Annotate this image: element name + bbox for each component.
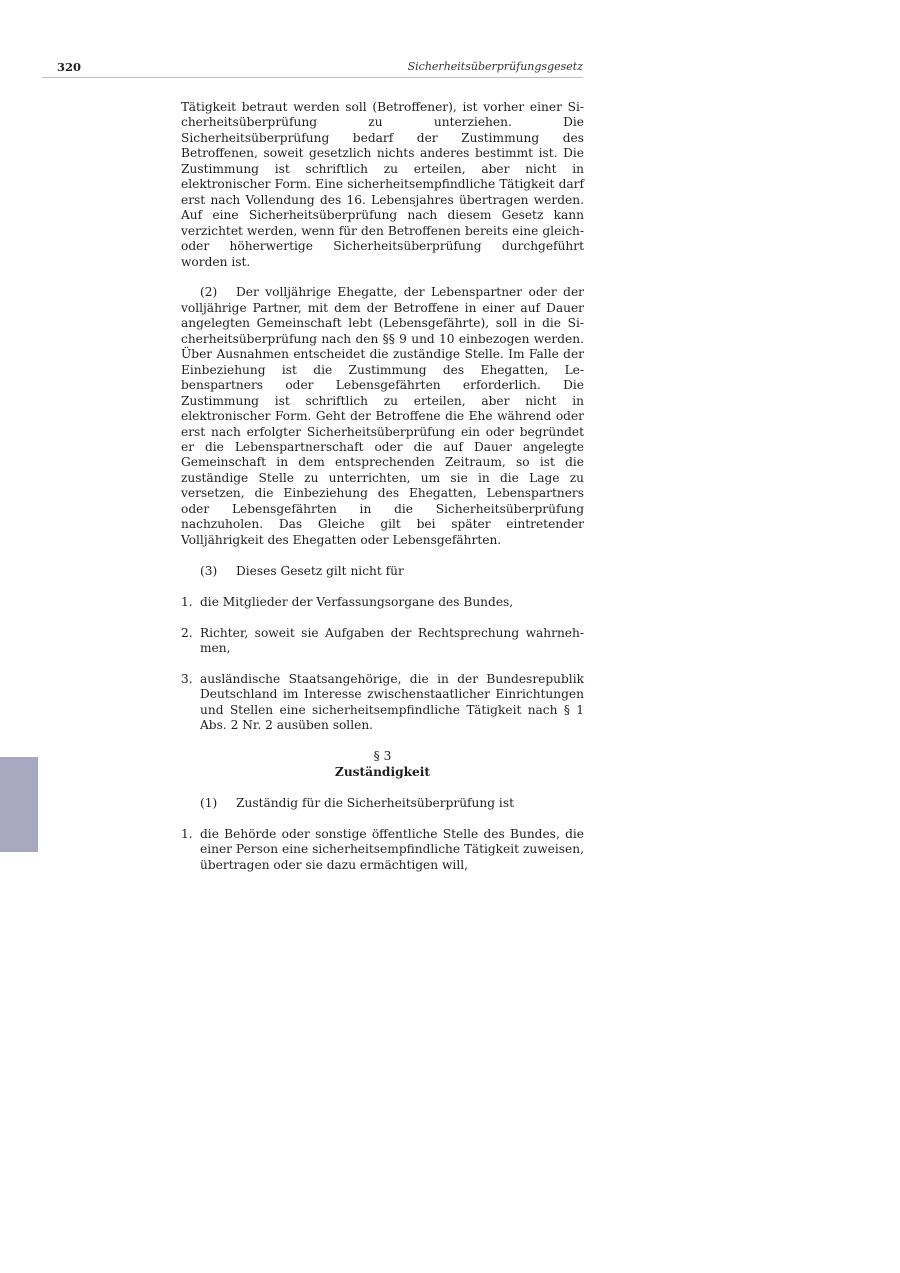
list-item (181, 827, 584, 873)
paragraph-text: Dieses Gesetz gilt nicht für (236, 563, 404, 578)
list-text: Richter, soweit sie Aufgaben der Rechtsprechung wahrnehmen, (200, 625, 584, 656)
paragraph-continued: Tätigkeit betraut werden soll (Betroffener), ist vorher einer Sicherheitsüberprüfung zu unterziehen. Die Sicherheitsüberprüfung bedarf der Zustimmung des Betroffenen, soweit gesetzlich nichts anderes bestimmt ist. Die Zustimmung ist schriftlich zu erteilen, aber nicht in elektronischer Form. Eine sicherheitsempfindliche Tätigkeit darf erst nach Vollendung des 16. Lebensjahres übertragen werden. Auf eine Sicherheitsüberprüfung nach diesem Gesetz kann verzichtet werden, wenn für den Betroffenen bereits eine gleich- oder höherwertige Sicherheitsüberprüfung durchgeführt worden ist. (181, 100, 584, 269)
section-heading (181, 749, 584, 780)
paragraph-number: (3) (200, 563, 218, 578)
list-number: 1. (181, 594, 193, 609)
list-item (181, 595, 584, 610)
section-title: Zuständigkeit (334, 764, 431, 779)
paragraph-text: Der volljährige Ehegatte, der Lebenspartner oder der volljährige Partner, mit dem der Betroffene in einer auf Dauer angelegten Gemeinschaft lebt (Lebensgefährte), soll in die Sicherheitsüberprüfung nach den §§ 9 und 10 einbezogen werden. Über Ausnahmen entscheidet die zuständige Stelle. Im Falle der Einbeziehung ist die Zustimmung des Ehegatten, Lebenspartners oder Lebensgefährten erforderlich. Die Zustimmung ist schriftlich zu erteilen, aber nicht in elektronischer Form. Geht der Betroffene die Ehe während oder erst nach erfolgter Sicherheitsüberprüfung ein oder begründet er die Lebenspartnerschaft oder die auf Dauer angelegte Gemeinschaft in dem entsprechenden Zeitraum, so ist die zuständige Stelle zu unterrichten, um sie in die Lage zu versetzen, die Einbeziehung des Ehegatten, Lebenspartners oder Lebensgefährten in die Sicherheitsüberprüfung nachzuholen. Das Gleiche gilt bei später eintretender Volljährigkeit des Ehegatten oder Lebensgefährten. (181, 285, 584, 547)
list-item (181, 672, 584, 734)
section-symbol: § 3 (373, 749, 392, 764)
list-item (181, 626, 584, 657)
list-number: 1. (181, 826, 193, 841)
paragraph-2 (181, 285, 584, 548)
page-number: 320 (57, 60, 82, 74)
running-title: Sicherheitsüberprüfungsgesetz (407, 60, 583, 73)
text-column (181, 100, 584, 889)
list-number: 3. (181, 672, 193, 686)
paragraph-3 (181, 564, 584, 579)
list-number: 2. (181, 625, 193, 640)
page-header (42, 59, 583, 78)
list-text: die Mitglieder der Verfassungsorgane des Bundes, (200, 594, 514, 609)
paragraph-number: (2) (200, 285, 218, 300)
paragraph-text: Zuständig für die Sicherheitsüberprüfung ist (236, 795, 514, 810)
paragraph-number: (1) (200, 795, 218, 810)
list-text: ausländische Staatsangehörige, die in der Bundesrepublik Deutschland im Interesse zwischenstaatlicher Einrichtungen und Stellen eine sicherheitsempfindliche Tätigkeit nach § 1 Abs. 2 Nr. 2 ausüben sollen. (200, 672, 584, 733)
chapter-side-tab (0, 757, 38, 852)
list-text: die Behörde oder sonstige öffentliche Stelle des Bundes, die einer Person eine sicherheitsempfindliche Tätigkeit zuweisen, übertragen oder sie dazu ermächtigen will, (200, 826, 584, 872)
section3-paragraph-1 (181, 796, 584, 811)
